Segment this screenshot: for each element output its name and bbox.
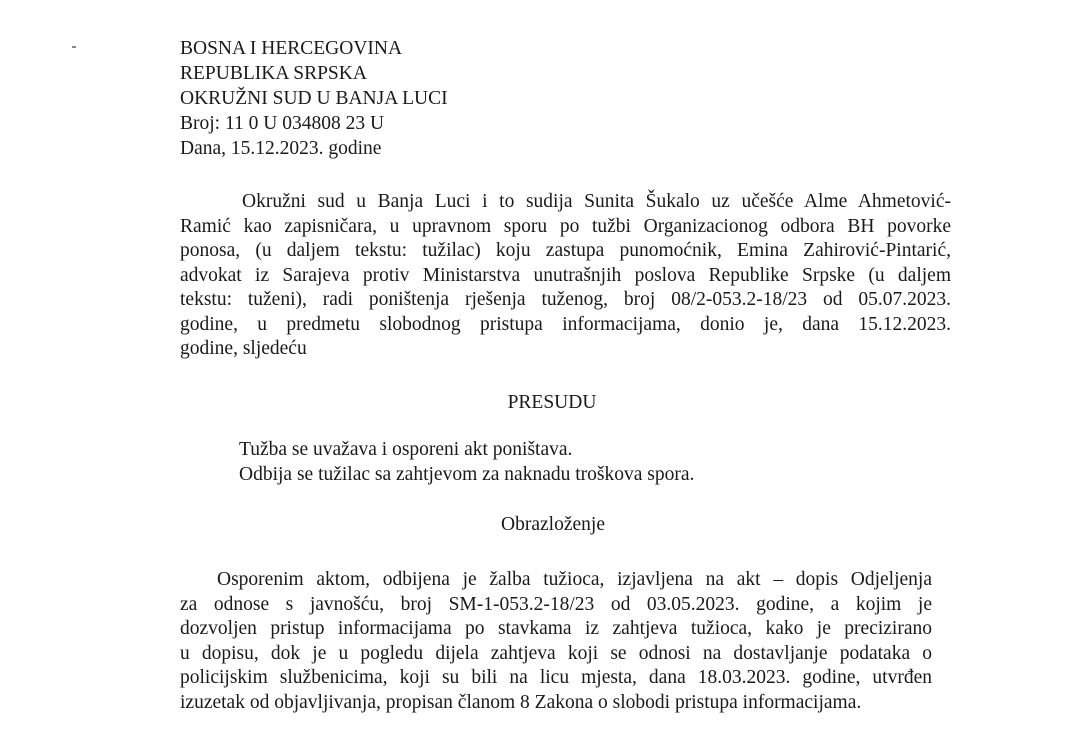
header-country: BOSNA I HERCEGOVINA xyxy=(180,38,403,59)
reasoning-line: u dopisu, dok je u pogledu dijela zahtjeva koji se odnosi na dostavljanje podataka o xyxy=(180,642,932,664)
intro-line: ponosa, (u daljem tekstu: tužilac) koju zastupa punomoćnik, Emina Zahirović-Pintarić, xyxy=(180,240,951,261)
verdict-line: Tužba se uvažava i osporeni akt poništava. xyxy=(239,439,573,460)
verdict-title: PRESUDU xyxy=(507,392,597,413)
reasoning-paragraph xyxy=(180,568,932,715)
scan-speck xyxy=(72,46,76,48)
intro-line: godine, sljedeću xyxy=(180,338,307,359)
reasoning-line: za odnose s javnošću, broj SM-1-053.2-18/23 od 03.05.2023. godine, a kojim je xyxy=(180,593,932,615)
reasoning-line: policijskim službenicima, koji su bili na licu mjesta, dana 18.03.2023. godine, utvrđen xyxy=(180,667,932,688)
intro-line: tekstu: tuženi), radi poništenja rješenja tuženog, broj 08/2-053.2-18/23 od 05.07.2023. xyxy=(180,289,951,310)
intro-paragraph xyxy=(180,190,951,362)
header-entity: REPUBLIKA SRPSKA xyxy=(180,63,367,84)
verdict-line: Odbija se tužilac sa zahtjevom za naknadu troškova spora. xyxy=(239,464,695,485)
reasoning-line: Osporenim aktom, odbijena je žalba tužioca, izjavljena na akt – dopis Odjeljenja xyxy=(217,569,932,590)
case-number: Broj: 11 0 U 034808 23 U xyxy=(180,113,385,134)
header-court: OKRUŽNI SUD U BANJA LUCI xyxy=(180,88,448,109)
intro-line: Okružni sud u Banja Luci i to sudija Sunita Šukalo uz učešće Alme Ahmetović- xyxy=(242,191,951,212)
document-date: Dana, 15.12.2023. godine xyxy=(180,138,382,159)
court-header xyxy=(180,36,448,161)
reasoning-line: dozvoljen pristup informacijama po stavkama iz zahtjeva tužioca, kako je precizirano xyxy=(180,618,932,639)
intro-line: godine, u predmetu slobodnog pristupa informacijama, donio je, dana 15.12.2023. xyxy=(180,313,951,335)
intro-line: advokat iz Sarajeva protiv Ministarstva unutrašnjih poslova Republike Srpske (u daljem xyxy=(180,264,951,286)
verdict-body xyxy=(239,437,694,487)
reasoning-line: izuzetak od objavljivanja, propisan članom 8 Zakona o slobodi pristupa informacijama. xyxy=(180,691,862,713)
intro-line: Ramić kao zapisničara, u upravnom sporu po tužbi Organizacionog odbora BH povorke xyxy=(180,215,951,237)
reasoning-title: Obrazloženje xyxy=(501,514,605,535)
